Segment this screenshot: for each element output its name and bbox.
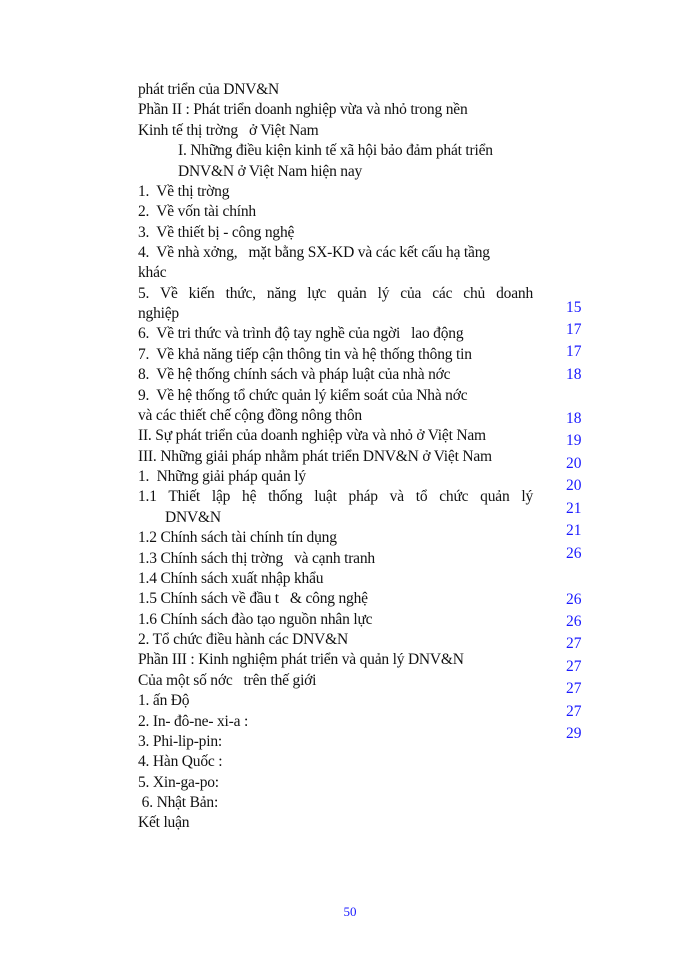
toc-entry: phát triển của DNV&N bbox=[138, 81, 280, 98]
toc-entry: 2. Tổ chức điều hành các DNV&N bbox=[138, 631, 349, 648]
toc-page-number: 20 bbox=[566, 455, 582, 472]
toc-page-number: 27 bbox=[566, 635, 582, 652]
toc-entry: 1.2 Chính sách tài chính tín dụng bbox=[138, 529, 337, 547]
toc-page-number: 15 bbox=[566, 299, 582, 316]
toc-entry: 7. Về khả năng tiếp cận thông tin và hệ thống thông tin bbox=[138, 345, 472, 363]
toc-entry: 1. Về thị trờng bbox=[138, 182, 230, 200]
toc-page-number: 27 bbox=[566, 703, 582, 720]
toc-entry: 1.1 Thiết lập hệ thống luật pháp và tổ chức quản lý bbox=[138, 488, 533, 506]
toc-entry: 8. Về hệ thống chính sách và pháp luật của nhà nớc bbox=[138, 366, 451, 384]
toc-page-number: 19 bbox=[566, 432, 582, 449]
toc-page-number: 21 bbox=[566, 522, 582, 539]
toc-page-number: 18 bbox=[566, 410, 582, 427]
toc-page-number: 18 bbox=[566, 366, 582, 383]
toc-entry: 1.5 Chính sách về đầu t & công nghệ bbox=[138, 590, 368, 608]
toc-page-number: 20 bbox=[566, 477, 582, 494]
toc-entry: 5. Xin-ga-po: bbox=[138, 773, 219, 791]
toc-page-number: 29 bbox=[566, 725, 582, 742]
toc-entry: 3. Phi-lip-pin: bbox=[138, 732, 222, 750]
toc-entry: khác bbox=[138, 264, 167, 282]
toc-entry: 1. Những giải pháp quản lý bbox=[138, 468, 306, 485]
toc-page-number: 27 bbox=[566, 658, 582, 675]
toc-entry: DNV&N ở Việt Nam hiện nay bbox=[178, 162, 363, 180]
toc-entry: Của một số nớc trên thế giới bbox=[138, 671, 317, 689]
toc-entry: I. Những điều kiện kinh tế xã hội bảo đảm phát triển bbox=[178, 142, 493, 160]
toc-entry: II. Sự phát triển của doanh nghiệp vừa và nhỏ ở Việt Nam bbox=[138, 427, 486, 445]
toc-entry: 2. In- đô-ne- xi-a : bbox=[138, 712, 249, 730]
toc-entry: Phần III : Kinh nghiệm phát triển và quản lý DNV&N bbox=[138, 651, 464, 669]
toc-entry: và các thiết chế cộng đồng nông thôn bbox=[138, 406, 362, 424]
toc-entry: Kết luận bbox=[138, 814, 190, 832]
toc-page-number: 27 bbox=[566, 680, 582, 697]
toc-entry: 3. Về thiết bị - công nghệ bbox=[138, 223, 295, 241]
toc-entry: DNV&N bbox=[165, 508, 221, 526]
toc-entry: 1.4 Chính sách xuất nhập khẩu bbox=[138, 569, 324, 587]
toc-page-number: 17 bbox=[566, 321, 582, 338]
toc-page-number: 26 bbox=[566, 591, 582, 608]
toc-page-number: 17 bbox=[566, 343, 582, 360]
toc-entry: 6. Về tri thức và trình độ tay nghề của ngời lao động bbox=[138, 325, 464, 343]
toc-entry: Phần II : Phát triển doanh nghiệp vừa và nhỏ trong nền bbox=[138, 101, 468, 119]
toc-entry: 5. Về kiến thức, năng lực quản lý của các chủ doanh bbox=[138, 284, 533, 302]
toc-page-number: 21 bbox=[566, 500, 582, 517]
toc-page-number: 26 bbox=[566, 613, 582, 630]
toc-entry: 4. Về nhà xởng, mặt bằng SX-KD và các kết cấu hạ tầng bbox=[138, 244, 490, 261]
toc-entry: nghiệp bbox=[138, 305, 179, 323]
toc-entry: III. Những giải pháp nhằm phát triển DNV&N ở Việt Nam bbox=[138, 447, 492, 465]
toc-entry: 4. Hàn Quốc : bbox=[138, 753, 223, 771]
toc-entry: 1.3 Chính sách thị trờng và cạnh tranh bbox=[138, 549, 375, 567]
toc-entry: 9. Về hệ thống tổ chức quản lý kiểm soát của Nhà nớc bbox=[138, 386, 468, 404]
toc-entry: 1.6 Chính sách đào tạo nguồn nhân lực bbox=[138, 610, 373, 628]
footer-page-number: 50 bbox=[343, 904, 357, 919]
toc-entry: 2. Về vốn tài chính bbox=[138, 203, 256, 221]
toc-entry: 1. ấn Độ bbox=[138, 692, 190, 710]
toc-entry: Kinh tế thị trờng ở Việt Nam bbox=[138, 121, 319, 139]
toc-entry: 6. Nhật Bản: bbox=[138, 794, 219, 811]
toc-page-number: 26 bbox=[566, 545, 582, 562]
